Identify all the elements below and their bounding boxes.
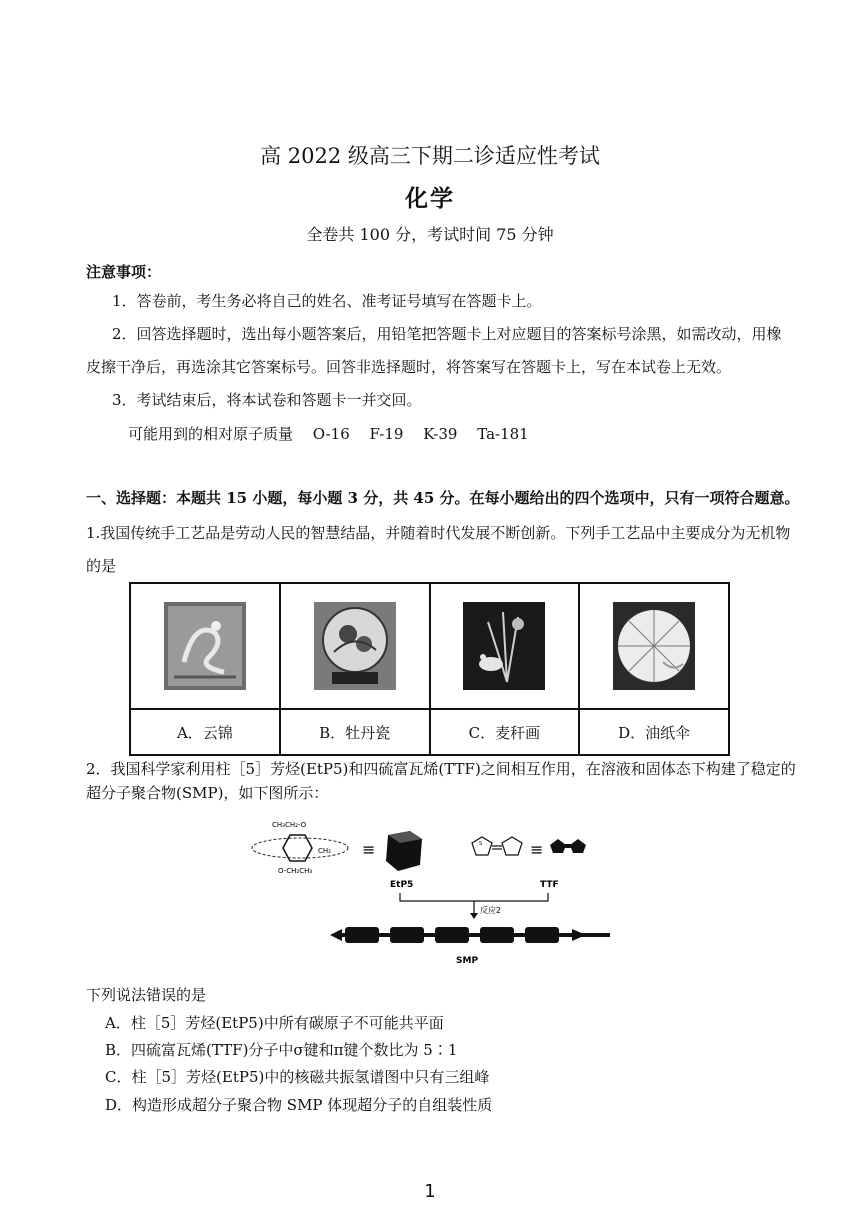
q2-option-d[interactable]: D．构造形成超分子聚合物 SMP 体现超分子的自组装性质 <box>105 1096 493 1114</box>
subject-title: 化学 <box>405 185 455 212</box>
supramolecular-diagram <box>250 815 610 975</box>
q2-stem-cont: 超分子聚合物(SMP)，如下图所示： <box>86 784 329 802</box>
option-c[interactable]: C．麦秆画 <box>430 709 580 755</box>
etp5-structure <box>252 821 348 875</box>
notice-item-2-cont: 皮擦干净后，再选涂其它答案标号。回答非选择题时，将答案写在答题卡上，写在本试卷上无效。 <box>86 358 732 376</box>
etp5-sub-right: CH₂ <box>318 847 331 855</box>
q1-options-table <box>129 582 730 756</box>
ttf-label: TTF <box>540 880 559 890</box>
section-heading: 一、选择题：本题共 15 小题，每小题 3 分，共 45 分。在每小题给出的四个选项中，只有一项符合题意。 <box>86 489 800 507</box>
option-d[interactable]: D．油纸伞 <box>579 709 729 755</box>
equiv-sign-2: ≡ <box>530 840 544 859</box>
option-b-image-cell <box>280 583 430 709</box>
peony-porcelain-image <box>314 602 396 690</box>
reaction-bracket <box>400 893 548 901</box>
option-a-image-cell <box>130 583 280 709</box>
ttf-block-icon <box>550 839 586 853</box>
ttf-s-atom: S <box>479 841 483 847</box>
option-c-image-cell <box>430 583 580 709</box>
q2-option-c[interactable]: C．柱［5］芳烃(EtP5)中的核磁共振氢谱图中只有三组峰 <box>105 1068 490 1086</box>
etp5-block-icon <box>386 831 422 871</box>
q2-stem: 2．我国科学家利用柱［5］芳烃(EtP5)和四硫富瓦烯(TTF)之间相互作用，在溶液和固体态下构建了稳定的 <box>86 760 796 778</box>
equiv-sign-1: ≡ <box>362 840 376 859</box>
reaction-arrowhead <box>470 913 478 919</box>
smp-label: SMP <box>456 956 479 966</box>
notice-item-3: 3．考试结束后，将本试卷和答题卡一并交回。 <box>112 391 422 409</box>
option-d-image-cell <box>579 583 729 709</box>
notice-item-2: 2．回答选择题时，选出每小题答案后，用铅笔把答题卡上对应题目的答案标号涂黑，如需改动，用橡 <box>112 325 782 343</box>
etp5-label: EtP5 <box>390 880 414 890</box>
atomic-mass-line: 可能用到的相对原子质量 O-16 F-19 K-39 Ta-181 <box>128 425 529 443</box>
reaction-label: 反应2 <box>480 906 502 915</box>
q2-option-a[interactable]: A．柱［5］芳烃(EtP5)中所有碳原子不可能共平面 <box>105 1014 444 1032</box>
q1-stem-cont: 的是 <box>86 557 117 575</box>
option-b[interactable]: B．牡丹瓷 <box>280 709 430 755</box>
etp5-sub-top: CH₃CH₂-O <box>272 821 307 829</box>
straw-painting-image <box>463 602 545 690</box>
q2-option-b[interactable]: B．四硫富瓦烯(TTF)分子中σ键和π键个数比为 5∶1 <box>105 1041 458 1059</box>
q1-stem: 1.我国传统手工艺品是劳动人民的智慧结晶，并随着时代发展不断创新。下列手工艺品中主要成分为无机物 <box>86 524 791 542</box>
brocade-crane-image <box>164 602 246 690</box>
q2-prompt: 下列说法错误的是 <box>86 986 207 1004</box>
oil-paper-umbrella-image <box>613 602 695 690</box>
score-line: 全卷共 100 分，考试时间 75 分钟 <box>306 225 554 244</box>
smp-chain <box>330 927 610 943</box>
notice-heading: 注意事项： <box>86 263 162 281</box>
etp5-sub-bottom: O-CH₂CH₃ <box>278 867 313 875</box>
exam-title: 高 2022 级高三下期二诊适应性考试 <box>260 144 600 168</box>
option-a[interactable]: A．云锦 <box>130 709 280 755</box>
notice-item-1: 1．答卷前，考生务必将自己的姓名、准考证号填写在答题卡上。 <box>112 292 542 310</box>
page-number: 1 <box>424 1181 436 1202</box>
